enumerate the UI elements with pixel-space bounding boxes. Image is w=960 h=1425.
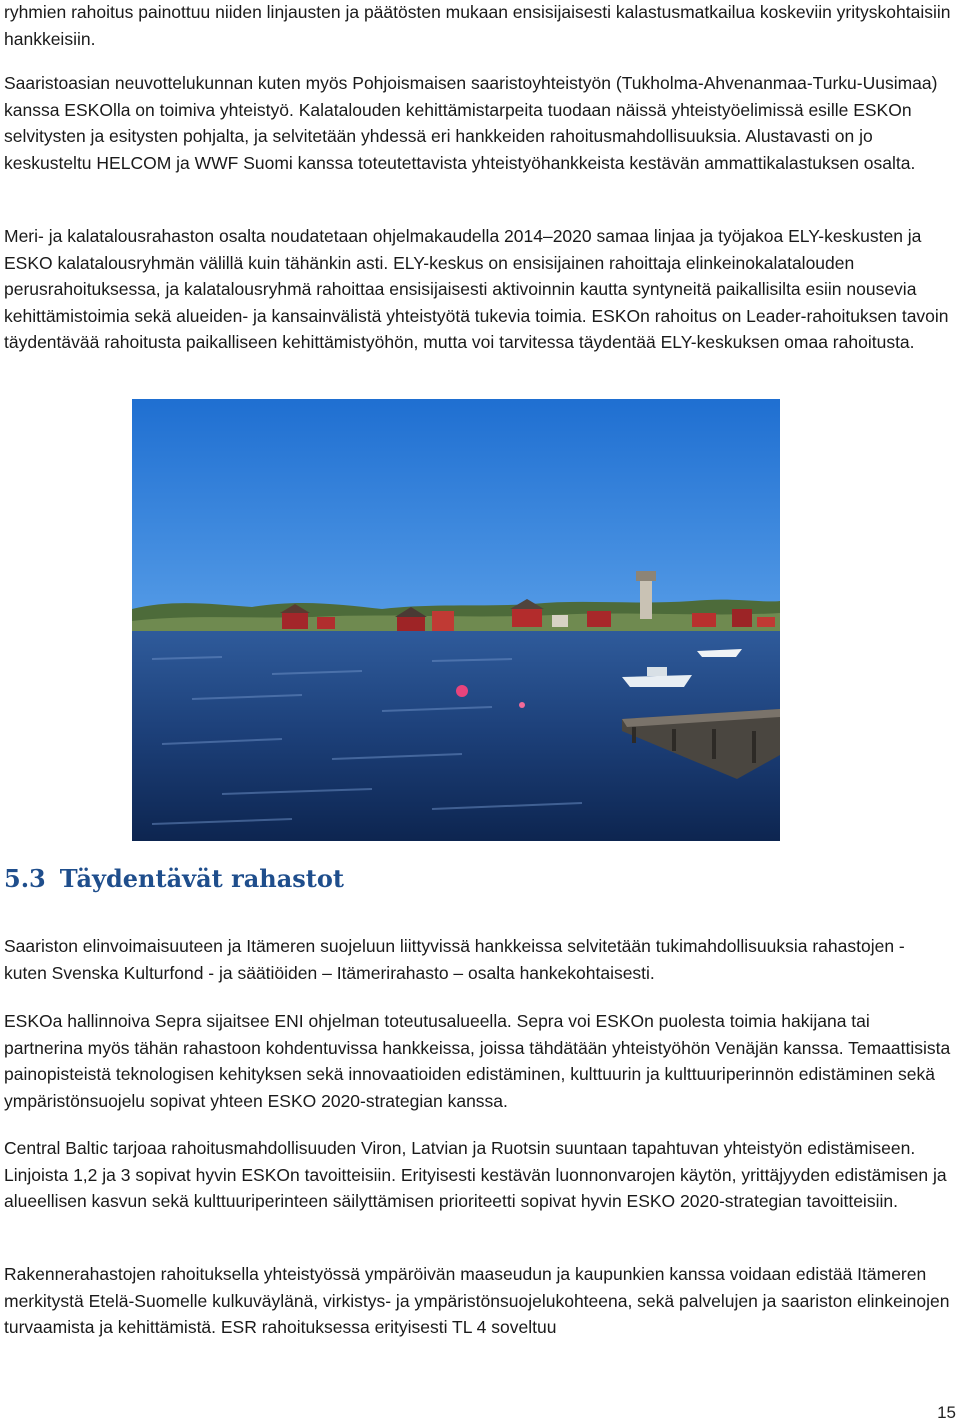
section-heading [4,864,344,893]
paragraph-structural-funds: Rakennerahastojen rahoituksella yhteistyössä ympäröivän maaseudun ja kaupunkien kanssa voidaan edistää Itämeren merkitystä Etelä-Suomelle kulkuväylänä, virkistys- ja ympäristönsuojelukohteena, sekä palvelujen ja saariston elinkeinojen turvaamista ja kehittämistä. ESR rahoituksessa erityisesti TL 4 soveltuu [4,1264,950,1337]
section-number: 5.3 [4,864,46,893]
archipelago-harbour-photo [132,399,780,841]
section-title: Täydentävät rahastot [59,864,344,893]
paragraph-nordic-cooperation: Saaristoasian neuvottelukunnan kuten myös Pohjoismaisen saaristoyhteistyön (Tukholma-Ahvenanmaa-Turku-Uusimaa) kanssa ESKOlla on toimiva yhteistyö. Kalatalouden kehittämistarpeita tuodaan näissä yhteistyöelimissä esille ESKOn selvitysten ja esitysten pohjalta, ja selvitetään yhdessä eri hankkeiden rahoitusmahdollisuuksia. Alustavasti on jo keskusteltu HELCOM ja WWF Suomi kanssa toteutettavista yhteistyöhankkeista kestävän ammattikalastuksen osalta. [4,73,938,173]
paragraph-archipelago-vitality: Saariston elinvoimaisuuteen ja Itämeren suojeluun liittyvissä hankkeissa selvitetään tukimahdollisuuksia rahastojen - kuten Svenska Kulturfond - ja säätiöiden – Itämerirahasto – osalta hankekohtaisesti. [4,936,905,983]
paragraph-fishing-tourism: ryhmien rahoitus painottuu niiden linjausten ja päätösten mukaan ensisijaisesti kalastusmatkailua koskeviin yrityskohtaisiin hankkeisiin. [4,2,951,49]
paragraph-eni-programme: ESKOa hallinnoiva Sepra sijaitsee ENI ohjelman toteutusalueella. Sepra voi ESKOn puolesta toimia hakijana tai partnerina myös tähän rahastoon kohdentuvissa hankkeissa, joissa tähdätään yhteistyöhön Venäjän kanssa. Temaattisista painopisteistä teknologisen kehityksen sekä innovaatioiden edistäminen, kulttuurin ja kulttuuriperinnön edistäminen sekä ympäristönsuojelu sopivat yhteen ESKO 2020-strategian kanssa. [4,1011,951,1111]
photo-illustration [132,399,780,841]
page-number: 15 [937,1403,956,1422]
paragraph-maritime-fund: Meri- ja kalatalousrahaston osalta noudatetaan ohjelmakaudella 2014–2020 samaa linjaa ja työjakoa ELY-keskusten ja ESKO kalatalousryhmän välillä kuin tähänkin asti. ELY-keskus on ensisijainen rahoittaja elinkeinokalatalouden perusrahoituksessa, ja kalatalousryhmä rahoittaa ensisijaisesti aktivoinnin kautta syntyneitä paikallisilta esiin nousevia kehittämistoimia sekä alueiden- ja kansainvälistä yhteistyötä tukevia toimia. ESKOn rahoitus on Leader-rahoituksen tavoin täydentävää rahoitusta paikalliseen kehittämistyöhön, mutta voi tarvitessa täydentää ELY-keskuksen omaa rahoitusta. [4,226,949,352]
paragraph-central-baltic: Central Baltic tarjoaa rahoitusmahdollisuuden Viron, Latvian ja Ruotsin suuntaan tapahtuvan yhteistyön edistämiseen. Linjoista 1,2 ja 3 sopivat hyvin ESKOn tavoitteisiin. Erityisesti kestävän luonnonvarojen käytön, yrittäjyyden edistämisen ja alueellisen kasvun sekä kulttuuriperinteen säilyttämisen prioriteetti sopivat hyvin ESKO 2020-strategian tavoitteisiin. [4,1138,947,1211]
